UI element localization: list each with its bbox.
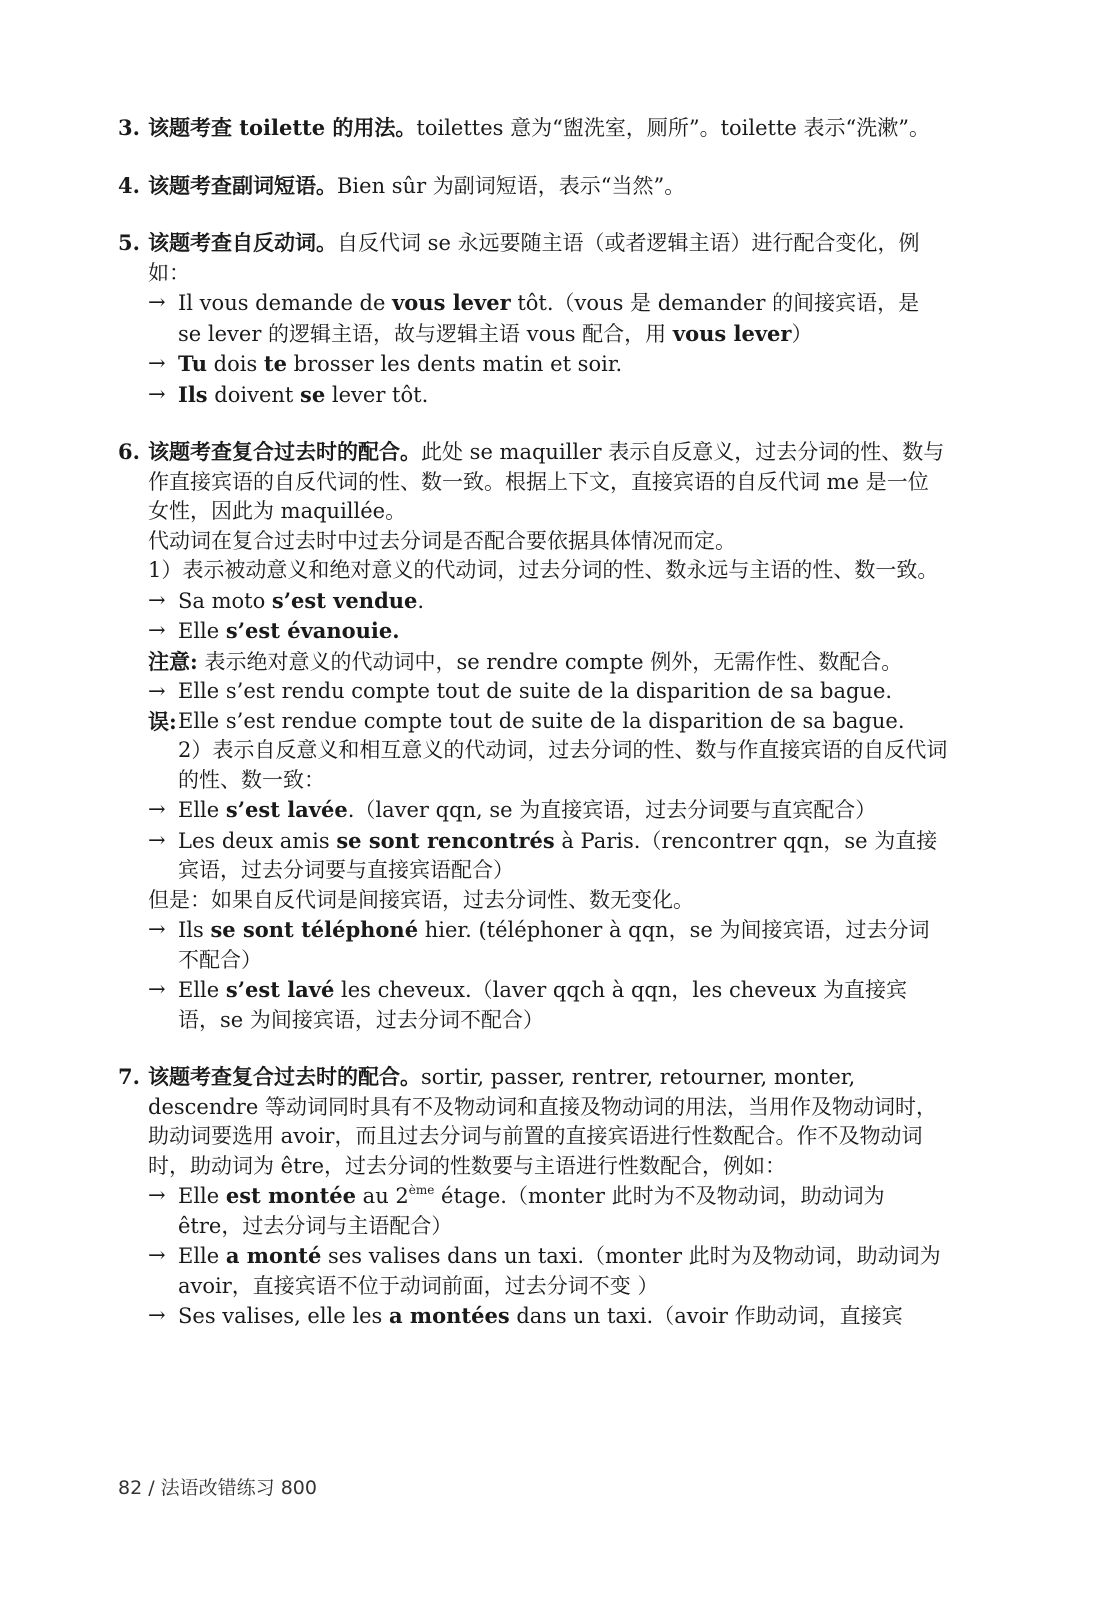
- entry-title: 该题考查副词短语。: [148, 172, 337, 198]
- entry-title: 该题考查复合过去时的配合。: [148, 1064, 421, 1089]
- note-line: 注意: 表示绝对意义的代动词中，se rendre compte 例外，无需作性、数配合。: [148, 648, 903, 674]
- arrow-icon: →: [148, 587, 166, 612]
- example-line: → Elle s’est lavée.（laver qqn, se 为直接宾语，过去分词要与直宾配合）: [148, 795, 948, 826]
- note-label: 注意:: [148, 648, 198, 674]
- arrow-icon: →: [148, 381, 166, 406]
- entry-body: 自反代词 se 永远要随主语（或者逻辑主语）进行配合变化，例如：: [148, 231, 920, 285]
- example-line: → Ils doivent se lever tôt.: [148, 380, 948, 411]
- entry-body: toilettes 意为“盥洗室，厕所”。toilette 表示“洗漱”。: [416, 116, 930, 140]
- example-line: → Elle s’est rendu compte tout de suite de la disparition de sa bague.: [148, 677, 948, 707]
- example-line: → Elle s’est évanouie.: [148, 616, 948, 647]
- example-line: → Elle est montée au 2ème étage.（monter 此时为不及物动词，助动词为 être，过去分词与主语配合）: [148, 1183, 885, 1238]
- entry-number: 5.: [118, 230, 140, 255]
- entry-paragraph: 代动词在复合过去时中过去分词是否配合要依据具体情况而定。: [148, 528, 736, 553]
- entry-body: 此处 se maquiller 表示自反意义，过去分词的性、数与作直接宾语的自反代词的性、数一致。根据上下文，直接宾语的自反代词 me 是一位女性，因此为 maquillée。: [148, 440, 945, 523]
- entry-number: 3.: [118, 115, 140, 140]
- numbered-point-2: 2）表示自反意义和相互意义的代动词，过去分词的性、数与作直接宾语的自反代词的性、数一致：: [178, 738, 948, 792]
- arrow-icon: →: [148, 1243, 166, 1267]
- answer-entry-6: [118, 437, 948, 1035]
- example-line: → Sa moto s’est vendue.: [148, 586, 948, 617]
- answer-entry-4: [118, 171, 948, 202]
- example-line: → Les deux amis se sont rencontrés à Paris.（rencontrer qqn，se 为直接宾语，过去分词要与直接宾语配合）: [148, 827, 938, 882]
- arrow-icon: →: [148, 351, 166, 375]
- entry-number: 7.: [118, 1064, 140, 1089]
- page-content: [118, 113, 948, 1359]
- arrow-icon: →: [148, 290, 166, 314]
- entry-number: 4.: [118, 172, 140, 198]
- example-line: → Tu dois te brosser les dents matin et soir.: [148, 349, 948, 380]
- arrow-icon: →: [148, 1303, 166, 1327]
- arrow-icon: →: [148, 977, 166, 1001]
- answer-entry-3: [118, 113, 948, 144]
- page-footer: 82 / 法语改错练习 800: [118, 1477, 317, 1499]
- answer-entry-7: [118, 1062, 948, 1332]
- example-line: → Elle a monté ses valises dans un taxi.（monter 此时为及物动词，助动词为 avoir，直接宾语不位于动词前面，过去分词不变 ）: [148, 1243, 941, 1298]
- example-line: → Ses valises, elle les a montées dans un taxi.（avoir 作助动词，直接宾: [148, 1301, 948, 1332]
- entry-title: 该题考查自反动词。: [148, 230, 337, 255]
- wrong-example-line: 误: Elle s’est rendue compte tout de suite de la disparition de sa bague.: [148, 707, 948, 737]
- entry-paragraph: 但是：如果自反代词是间接宾语，过去分词性、数无变化。: [148, 887, 694, 912]
- wrong-label: 误:: [148, 708, 177, 734]
- arrow-icon: →: [148, 679, 166, 703]
- entry-title: 该题考查复合过去时的配合。: [148, 439, 421, 464]
- example-line: → Ils se sont téléphoné hier. (téléphoner à qqn，se 为间接宾语，过去分词不配合）: [148, 917, 930, 972]
- entry-body: sortir, passer, rentrer, retourner, monter, descendre 等动词同时具有不及物动词和直接及物动词的用法，当用作及物动词时，助动词要选用 avoir，而且过去分词与前置的直接宾语进行性数配合。作不及物动词时，助动词为 être，过去分词的性数要与主语进行性数配合，例如：: [148, 1065, 937, 1178]
- example-line: → Il vous demande de vous lever tôt.（vous 是 demander 的间接宾语，是 se lever 的逻辑主语，故与逻辑主语 vous 配合，用 vous lever）: [148, 290, 920, 346]
- arrow-icon: →: [148, 618, 166, 642]
- numbered-point-1: 1）表示被动意义和绝对意义的代动词，过去分词的性、数永远与主语的性、数一致。: [148, 558, 939, 582]
- example-line: → Elle s’est lavé les cheveux.（laver qqch à qqn，les cheveux 为直接宾语，se 为间接宾语，过去分词不配合）: [148, 977, 908, 1032]
- answer-entry-5: [118, 228, 948, 410]
- arrow-icon: →: [148, 1183, 166, 1207]
- arrow-icon: →: [148, 827, 166, 852]
- entry-title: 该题考查 toilette 的用法。: [148, 115, 417, 140]
- arrow-icon: →: [148, 797, 166, 821]
- arrow-icon: →: [148, 917, 166, 941]
- entry-number: 6.: [118, 439, 140, 464]
- entry-body: Bien sûr 为副词短语，表示“当然”。: [337, 173, 686, 198]
